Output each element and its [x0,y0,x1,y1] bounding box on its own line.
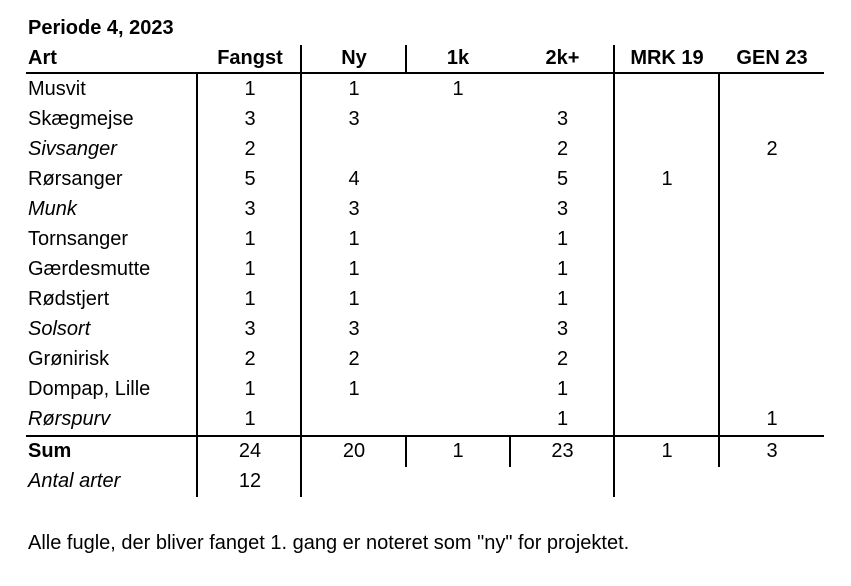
table-row [0,284,851,314]
header-gen-23: GEN 23 [736,47,808,69]
species-name: Dompap, Lille [28,378,151,400]
table-header [0,43,851,73]
cell-fangst: 5 [244,168,256,190]
cell-ny: 3 [348,318,360,340]
header-art: Art [28,47,57,69]
column-divider-art [196,72,198,497]
antal-arter-label: Antal arter [28,470,121,492]
table-row [0,74,851,104]
cell-gen-23 [719,374,825,404]
species-name: Sivsanger [28,138,117,160]
page-title: Periode 4, 2023 [28,17,174,39]
cell-ny: 1 [348,288,360,310]
cell-fangst: 2 [244,138,256,160]
cell-2k-plus: 1 [556,408,569,430]
antal-arter-value: 12 [238,470,262,492]
sum-label: Sum [28,440,72,462]
cell-2k-plus: 1 [556,228,569,250]
cell-1k [406,374,510,404]
cell-gen-23 [719,344,825,374]
species-name: Tornsanger [28,228,129,250]
cell-2k-plus: 2 [556,138,569,160]
cell-ny: 3 [348,198,360,220]
cell-fangst: 3 [244,198,256,220]
cell-2k-plus: 1 [556,288,569,310]
column-divider-1k-sum [509,436,511,467]
cell-gen-23 [719,224,825,254]
species-name: Musvit [28,78,86,100]
cell-fangst: 1 [244,378,256,400]
header-ny: Ny [341,47,367,69]
column-divider-ny-sum [405,436,407,467]
cell-fangst: 1 [244,78,256,100]
cell-1k [406,314,510,344]
table-row [0,224,851,254]
cell-2k-plus: 2 [556,348,569,370]
cell-gen-23 [719,164,825,194]
cell-1k [406,164,510,194]
cell-1k [406,404,510,434]
cell-ny: 3 [348,108,360,130]
cell-gen-23: 1 [766,408,778,430]
cell-mrk-19: 1 [661,168,673,190]
cell-1k [406,134,510,164]
footnote: Alle fugle, der bliver fanget 1. gang er noteret som "ny" for projektet. [28,532,630,554]
table-row [0,104,851,134]
cell-mrk-19 [615,374,719,404]
table-row [0,194,851,224]
column-divider-2k [613,45,615,497]
table-row [0,134,851,164]
cell-1k [406,194,510,224]
cell-gen-23 [719,254,825,284]
cell-2k-plus: 3 [556,318,569,340]
table-row [0,404,851,434]
header-rule [26,72,824,74]
cell-mrk-19 [615,284,719,314]
cell-ny: 1 [348,228,360,250]
cell-2k-plus: 5 [556,168,569,190]
cell-ny: 2 [348,348,360,370]
cell-fangst: 1 [244,228,256,250]
table-row [0,314,851,344]
cell-mrk-19 [615,194,719,224]
cell-mrk-19 [615,314,719,344]
cell-1k [406,284,510,314]
cell-fangst: 2 [244,348,256,370]
header-fangst: Fangst [217,47,283,69]
cell-gen-23 [719,284,825,314]
species-name: Rørspurv [28,408,111,430]
header-mrk-19: MRK 19 [630,47,704,69]
cell-mrk-19 [615,254,719,284]
cell-gen-23 [719,194,825,224]
column-divider-fangst [300,45,302,497]
cell-gen-23 [719,74,825,104]
cell-1k [406,104,510,134]
cell-1k [406,224,510,254]
cell-gen-23 [719,314,825,344]
header-1k: 1k [446,47,470,69]
sum-rule [26,435,824,437]
antal-arter-row [0,466,851,496]
cell-ny [302,404,406,434]
species-name: Skægmejse [28,108,134,130]
column-divider-mrk [718,72,720,467]
cell-ny: 1 [348,258,360,280]
cell-gen-23: 2 [766,138,778,160]
cell-1k [406,344,510,374]
sum-1k: 1 [452,440,464,462]
species-name: Grønirisk [28,348,110,370]
cell-mrk-19 [615,134,719,164]
cell-2k-plus: 1 [556,378,569,400]
cell-2k-plus [510,74,615,104]
sum-mrk-19: 1 [661,440,673,462]
sum-2k-plus: 23 [551,440,574,462]
cell-ny: 4 [348,168,360,190]
cell-ny [302,134,406,164]
cell-2k-plus: 3 [556,108,569,130]
sum-ny: 20 [342,440,366,462]
species-name: Rørsanger [28,168,123,190]
cell-fangst: 1 [244,408,256,430]
table-row [0,344,851,374]
cell-1k: 1 [452,78,464,100]
sum-row [0,436,851,466]
table-row [0,164,851,194]
table-row [0,254,851,284]
table-row [0,374,851,404]
column-divider-ny-header [405,45,407,73]
sum-fangst: 24 [238,440,262,462]
header-2k-plus: 2k+ [545,47,580,69]
cell-2k-plus: 3 [556,198,569,220]
cell-ny: 1 [348,378,360,400]
cell-fangst: 3 [244,318,256,340]
sum-gen-23: 3 [766,440,778,462]
cell-gen-23 [719,104,825,134]
species-name: Rødstjert [28,288,110,310]
cell-mrk-19 [615,224,719,254]
cell-mrk-19 [615,104,719,134]
cell-1k [406,254,510,284]
cell-fangst: 1 [244,288,256,310]
species-name: Solsort [28,318,91,340]
cell-fangst: 3 [244,108,256,130]
species-name: Munk [28,198,77,220]
cell-mrk-19 [615,74,719,104]
cell-ny: 1 [348,78,360,100]
species-name: Gærdesmutte [28,258,151,280]
cell-fangst: 1 [244,258,256,280]
cell-mrk-19 [615,404,719,434]
cell-mrk-19 [615,344,719,374]
cell-2k-plus: 1 [556,258,569,280]
